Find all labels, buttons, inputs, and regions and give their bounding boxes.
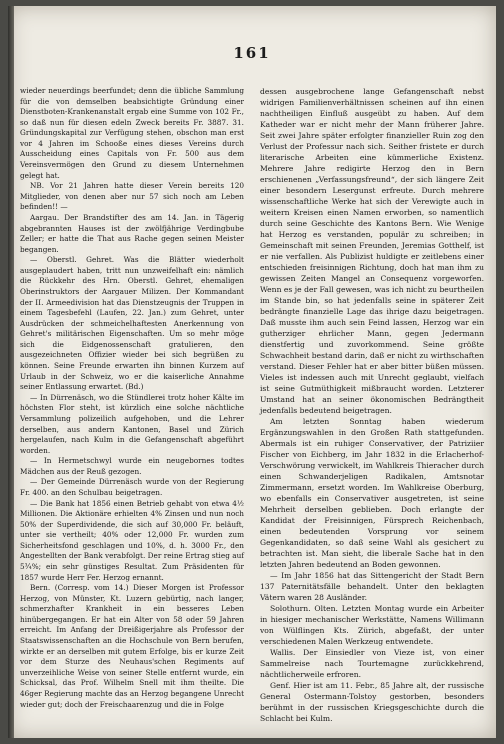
paragraph: Solothurn. Olten. Letzten Montag wurde ein Arbeiter in hiesiger mechanischer Werkstätte, Namens Willimann von Wülflingen Kts. Zürich, abgefaßt, der unter verschiedenen Malen Werkzeug entwendete. xyxy=(260,604,484,646)
page-number: 161 xyxy=(233,44,271,62)
paragraph: Genf. Hier ist am 11. Febr., 85 Jahre alt, der russische General Ostermann-Tolstoy gestorben, besonders berühmt in der russischen Kriegsgeschichte durch die Schlacht bei Kulm. xyxy=(260,681,484,723)
paragraph: Wallis. Der Einsiedler von Vieze ist, von einer Sammelreise nach Tourtemagne zurückkehrend, nächtlicherweile erfroren. xyxy=(260,648,484,679)
right-column xyxy=(260,86,484,724)
paragraph: dessen ausgebrochene lange Gefangenschaft nebst widrigen Familienverhältnissen scheinen auf ihn einen nachtheiligen Einfluß ausgeübt zu haben. Auf dem Katheder war er nicht mehr der Mann früherer Jahre. Seit zwei Jahre später erfolgter finanzieller Ruin zog den Verlust der Professur nach sich. Seither fristete er durch literarische Arbeiten eine kümmerliche Existenz. Mehrere Jahre redigirte Herzog den in Bern erschienenen „Verfassungsfreund“, der sich längere Zeit einer besondern Lesergunst erfreute. Durch mehrere wissenschaftliche Werke hat sich der Verewigte auch in weitern Kreisen einen Namen erworben, so namentlich durch seine Geschichte des Kantons Bern. Wie Wenige hat Herzog es verstanden, populär zu schreiben; in Gemeinschaft mit seinen Freunden, Jeremias Gotthelf, ist er nie verfallen. Als Publizist huldigte er zeitlebens einer entschieden freisinnigen Richtung, doch hat man ihm zu gewissen Zeiten Mangel an Consequenz vorgeworfen. Wenn es je der Fall gewesen, was ich nicht zu beurtheilen im Stande bin, so hat jedenfalls seine in späterer Zeit bedrängte finanzielle Lage das ihrige dazu beigetragen. Daß musste ihm auch sein Feind lassen, Herzog war ein gutherziger ehrlicher Mann, gegen Jedermann dienstfertig und zuvorkommend. Seine größte Schwachheit bestand darin, daß er nicht zu wirthschaften verstand. Dieser Fehler hat er aber bitter büßen müssen. Vieles ist indessen auch mit Unrecht geglaubt, vielfach ist seine Gutmüthigkeit mißbraucht worden. Letzterer Umstand hat an seiner ökonomischen Bedrängtheit jedenfalls bedeutend beigetragen. xyxy=(260,87,484,415)
binding-edge xyxy=(8,6,14,738)
left-column xyxy=(20,86,244,710)
paragraph: — Im Jahr 1856 hat das Sittengericht der Stadt Bern 137 Paternitätsfälle behandelt. Unter den beklagten Vätern waren 28 Ausländer. xyxy=(260,571,484,602)
paragraph: NB. Vor 21 Jahren hatte dieser Verein bereits 120 Mitglieder, von denen aber nur 57 sich noch am Leben befinden!! — xyxy=(20,181,244,212)
paragraph: — Die Bank hat 1856 einen Betrieb gehabt von etwa 4½ Millionen. Die Aktionäre erhielten 4% Zinsen und nun noch 50% der Superdividende, die sich auf 30,000 Fr. beläuft, unter sie vertheilt; 40% oder 12,000 Fr. wurden zum Sicherheitsfond geschlagen und 10%, d. h. 3000 Fr., den Angestellten der Bank verabfolgt. Der reine Ertrag stieg auf 5¾%; ein sehr günstiges Resultat. Zum Präsidenten für 1857 wurde Herr Fer. Herzog ernannt. xyxy=(20,498,244,582)
paragraph: wieder neuerdings beerfundet; denn die übliche Sammlung für die von demselben beabsichtigte Gründung einer Dienstboten-Krankenanstalt ergab eine Summe von 102 Fr., so daß nun für diesen edeln Zweck bereits Fr. 3887. 31. Gründungskapital zur Verfügung stehen, obschon man erst vor 4 Jahren im Schooße eines dieses Vereins durch Ausscheidung eines Capitals von Fr. 500 aus dem Vereinsvermögen den Grund zu diesem Unternehmen gelegt hat. xyxy=(20,86,244,180)
paragraph: — In Dürrenäsch, wo die Stündlerei trotz hoher Kälte im höchsten Flor steht, ist kürzlich eine solche nächtliche Versammlung polizeilich aufgehoben, und die Lehrer derselben, aus andern Kantonen, Basel und Zürich hergelaufen, nach Kulm in die Gefangenschaft abgeführt worden. xyxy=(20,392,244,455)
paragraph: — Oberstl. Gehret. Was die Blätter wiederholt ausgeplaudert haben, tritt nun unzweifelhaft ein: nämlich die Rückkehr des Hrn. Oberstl. Gehret, ehemaligen Oberinstruktors der Aargauer Milizen. Der Kommandant der II. Armeedivision hat das Dienstzeugnis der Truppen in einem Tagesbefehl (Laufen, 22. Jan.) zum Gehret, unter Ausdrücken der schmeichelhaftesten Anerkennung von Gehret's militärischen Eigenschaften. Um so mehr möge sich die Eidgenossenschaft gratulieren, den ausgezeichneten Offizier wieder bei sich begrüßen zu können. Seine Freunde erwarten ihn binnen Kurzem auf Urlaub in der Schweiz, wo er die kaiserliche Annahme seiner Entlassung erwartet. (Bd.) xyxy=(20,255,244,392)
document-page xyxy=(8,6,496,738)
paragraph: Am letzten Sonntag haben wiederum Ergänzungswahlen in den Großen Rath stattgefunden. Abermals ist ein ruhiger Conservativer, der Patriziier Fischer von Eichberg, im Jahr 1832 in die Erlacherhof-Verschwörung verwickelt, im Wahlkreis Thieracher durch einen Schwanderjeligen Radikalen, Amtsnotar Zimmermann, ersetzt worden. Im Wahlkreise Oberburg, wo ebenfalls ein Conservativer ausgetreten, ist seine Mehrheit derselben geblieben. Doch erlangte der Kandidat der Freisinnigen, Fürsprech Reichenbach, einen bedeutenden Vorsprung vor seinem Gegenkandidaten, so daß seine Wahl als gesichert zu betrachten ist. Man sieht, die liberale Sache hat in den letzten Jahren bedeutend an Boden gewonnen. xyxy=(260,417,484,569)
paragraph: Bern. (Corresp. vom 14.) Dieser Morgen ist Professor Herzog, von Münster, Kt. Luzern gebürtig, nach langer, schmerzhafter Krankheit in ein besseres Leben hinübergegangen. Er hat ein Alter von 58 oder 59 Jahren erreicht. Im Anfang der Dreißigerjahre als Professor der Staatswissenschaften an die Hochschule von Bern berufen, wirkte er an derselben mit gutem Erfolge, bis er kurze Zeit vor dem Sturze des Neuhaus'schen Regiments auf unverzeihliche Weise von seiner Stelle entfernt wurde, ein Schicksal, das Prof. Wilhelm Snell mit ihm theilte. Die 46ger Regierung machte das an Herzog begangene Unrecht wieder gut; doch der Freischaarenzug und die in Folge xyxy=(20,583,244,709)
paragraph: — Der Gemeinde Dürrenäsch wurde von der Regierung Fr. 400. an den Schulbau beigetragen. xyxy=(20,477,244,497)
paragraph: Aargau. Der Brandstifter des am 14. Jan. in Tägerig abgebrannten Hauses ist der zwölfjährige Verdingbube Zeller; er hatte die That aus Rache gegen seinen Meister begangen. xyxy=(20,212,244,254)
paragraph: — In Hermetschwyl wurde ein neugebornes todtes Mädchen aus der Reuß gezogen. xyxy=(20,456,244,476)
